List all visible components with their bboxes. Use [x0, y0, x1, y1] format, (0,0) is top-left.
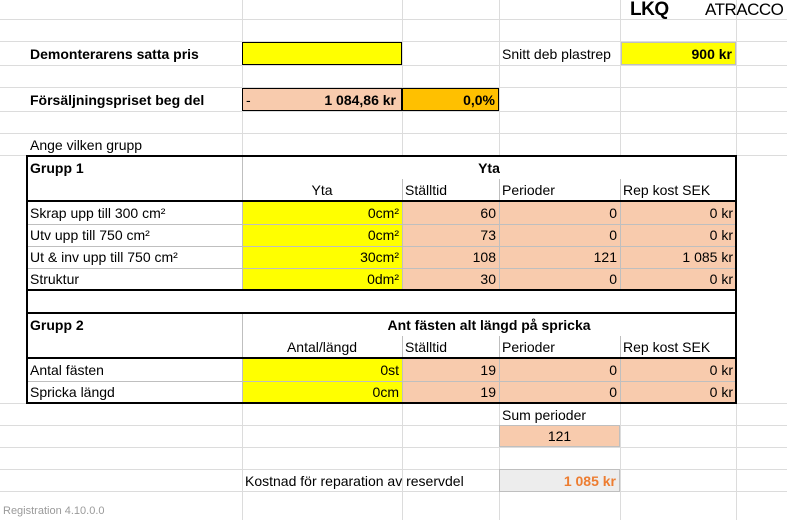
grupp2-row-rep: 0 kr — [620, 381, 736, 403]
grupp1-col-rep: Rep kost SEK — [623, 181, 711, 198]
grupp2-col-antal: Antal/längd — [286, 339, 358, 355]
grupp1-col-perioder: Perioder — [502, 181, 555, 198]
forsalj-value: 1 084,86 kr — [324, 91, 396, 108]
grupp1-row-stalltid: 60 — [402, 202, 499, 224]
grupp1-col-yta: Yta — [311, 181, 333, 198]
sum-perioder-value: 121 — [499, 425, 620, 447]
grupp2-col-rep: Rep kost SEK — [623, 339, 711, 355]
grupp2-col-perioder: Perioder — [502, 339, 555, 355]
grupp1-row-label: Ut & inv upp till 750 cm² — [30, 249, 178, 265]
sum-perioder-label: Sum perioder — [502, 407, 587, 423]
grupp2-row-rep: 0 kr — [620, 359, 736, 381]
snitt-label: Snitt deb plastrep — [502, 45, 611, 62]
grupp1-row-label: Utv upp till 750 cm² — [30, 227, 150, 243]
grupp1-row-perioder: 121 — [499, 246, 620, 268]
forsalj-pct: 0,0% — [402, 88, 499, 111]
grupp2-title: Grupp 2 — [30, 317, 84, 333]
snitt-value[interactable]: 900 kr — [621, 42, 736, 65]
grupp1-section: Yta — [478, 159, 500, 176]
grupp1-row-stalltid: 30 — [402, 268, 499, 290]
grupp1-row-yta-input[interactable]: 0dm² — [243, 268, 402, 290]
grupp1-row-rep: 0 kr — [620, 268, 736, 290]
registration-text: Registration 4.10.0.0 — [3, 505, 105, 517]
grupp2-row-label: Antal fästen — [30, 362, 104, 378]
grupp2-row-stalltid: 19 — [402, 359, 499, 381]
grupp1-row-label: Skrap upp till 300 cm² — [30, 205, 166, 221]
demonter-price-input[interactable] — [242, 42, 402, 65]
grupp2-row-antal-input[interactable]: 0cm — [243, 381, 402, 403]
grupp1-row-yta-input[interactable]: 0cm² — [243, 224, 402, 246]
grupp2-row-label: Spricka längd — [30, 384, 115, 400]
grupp1-title: Grupp 1 — [30, 159, 84, 176]
kostnad-label: Kostnad för reparation av reservdel — [245, 472, 464, 489]
grupp1-row-rep: 0 kr — [620, 202, 736, 224]
grupp1-row-perioder: 0 — [499, 224, 620, 246]
grupp1-row-rep: 1 085 kr — [620, 246, 736, 268]
grupp1-col-stalltid: Ställtid — [405, 181, 448, 198]
grupp1-row-stalltid: 73 — [402, 224, 499, 246]
grupp1-row-perioder: 0 — [499, 202, 620, 224]
grupp2-section: Ant fästen alt längd på spricka — [387, 317, 591, 333]
kostnad-value: 1 085 kr — [499, 469, 620, 492]
grupp1-row-label: Struktur — [30, 271, 80, 287]
grupp2-col-stalltid: Ställtid — [405, 339, 448, 355]
grupp2-row-antal-input[interactable]: 0st — [243, 359, 402, 381]
forsalj-label: Försäljningspriset beg del — [30, 91, 205, 108]
ange-label: Ange vilken grupp — [30, 136, 143, 153]
grupp1-row-perioder: 0 — [499, 268, 620, 290]
grupp2-row-stalltid: 19 — [402, 381, 499, 403]
grupp1-row-yta-input[interactable]: 30cm² — [243, 246, 402, 268]
grupp2-row-perioder: 0 — [499, 381, 620, 403]
grupp2-row-perioder: 0 — [499, 359, 620, 381]
grupp1-row-stalltid: 108 — [402, 246, 499, 268]
grupp1-row-yta-input[interactable]: 0cm² — [243, 202, 402, 224]
demonter-label: Demonterarens satta pris — [30, 45, 199, 62]
atracco-logo: ATRACCO — [705, 0, 784, 19]
grupp1-row-rep: 0 kr — [620, 224, 736, 246]
lkq-logo: LKQ — [630, 0, 669, 20]
forsalj-dash: - — [246, 91, 251, 108]
